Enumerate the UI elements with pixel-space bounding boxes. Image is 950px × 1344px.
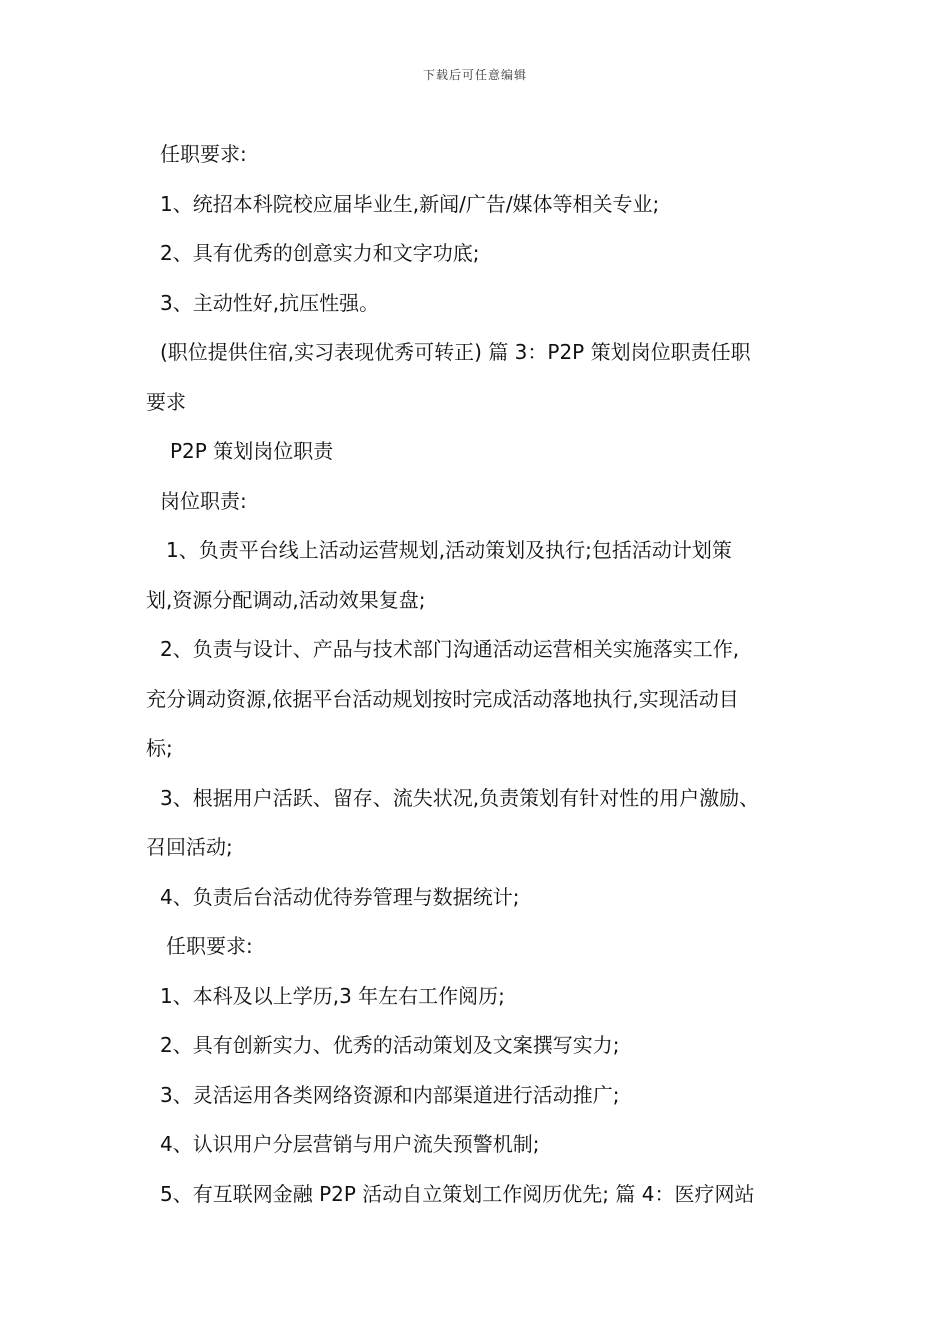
paragraph-line: 4、认识用户分层营销与用户流失预警机制; [160, 1132, 540, 1156]
paragraph-line: 1、本科及以上学历,3 年左右工作阅历; [160, 983, 505, 1008]
section-heading-requirements: 任职要求: [160, 142, 247, 166]
paragraph-line: 3、主动性好,抗压性强。 [160, 290, 380, 315]
paragraph-line: 召回活动; [146, 835, 233, 859]
paragraph-line: 4、负责后台活动优待券管理与数据统计; [160, 884, 520, 909]
section-title: P2P 策划岗位职责 [170, 439, 334, 463]
paragraph-line: 3、灵活运用各类网络资源和内部渠道进行活动推广; [160, 1082, 620, 1107]
page-header: 下载后可任意编辑 [422, 68, 527, 82]
paragraph-line: 2、具有创新实力、优秀的活动策划及文案撰写实力; [160, 1033, 620, 1057]
section-heading-requirements: 任职要求: [166, 934, 253, 958]
paragraph-line: 标; [146, 736, 173, 760]
section-heading-duties: 岗位职责: [160, 488, 247, 513]
paragraph-line: 3、根据用户活跃、留存、流失状况,负责策划有针对性的用户激励、 [160, 785, 760, 810]
paragraph-line: 充分调动资源,依据平台活动规划按时完成活动落地执行,实现活动目 [146, 686, 739, 711]
paragraph-line: 2、负责与设计、产品与技术部门沟通活动运营相关实施落实工作, [160, 637, 740, 661]
paragraph-line: 5、有互联网金融 P2P 活动自立策划工作阅历优先; 篇 4：医疗网站 [160, 1181, 755, 1206]
paragraph-line: 要求 [146, 389, 186, 414]
document-body [146, 130, 826, 1219]
paragraph-line: (职位提供住宿,实习表现优秀可转正) 篇 3：P2P 策划岗位职责任职 [160, 340, 751, 364]
paragraph-line: 2、具有优秀的创意实力和文字功底; [160, 241, 480, 265]
paragraph-line: 划,资源分配调动,活动效果复盘; [146, 587, 426, 612]
paragraph-line: 1、负责平台线上活动运营规划,活动策划及执行;包括活动计划策 [166, 538, 732, 562]
paragraph-line: 1、统招本科院校应届毕业生,新闻/广告/媒体等相关专业; [160, 191, 660, 216]
